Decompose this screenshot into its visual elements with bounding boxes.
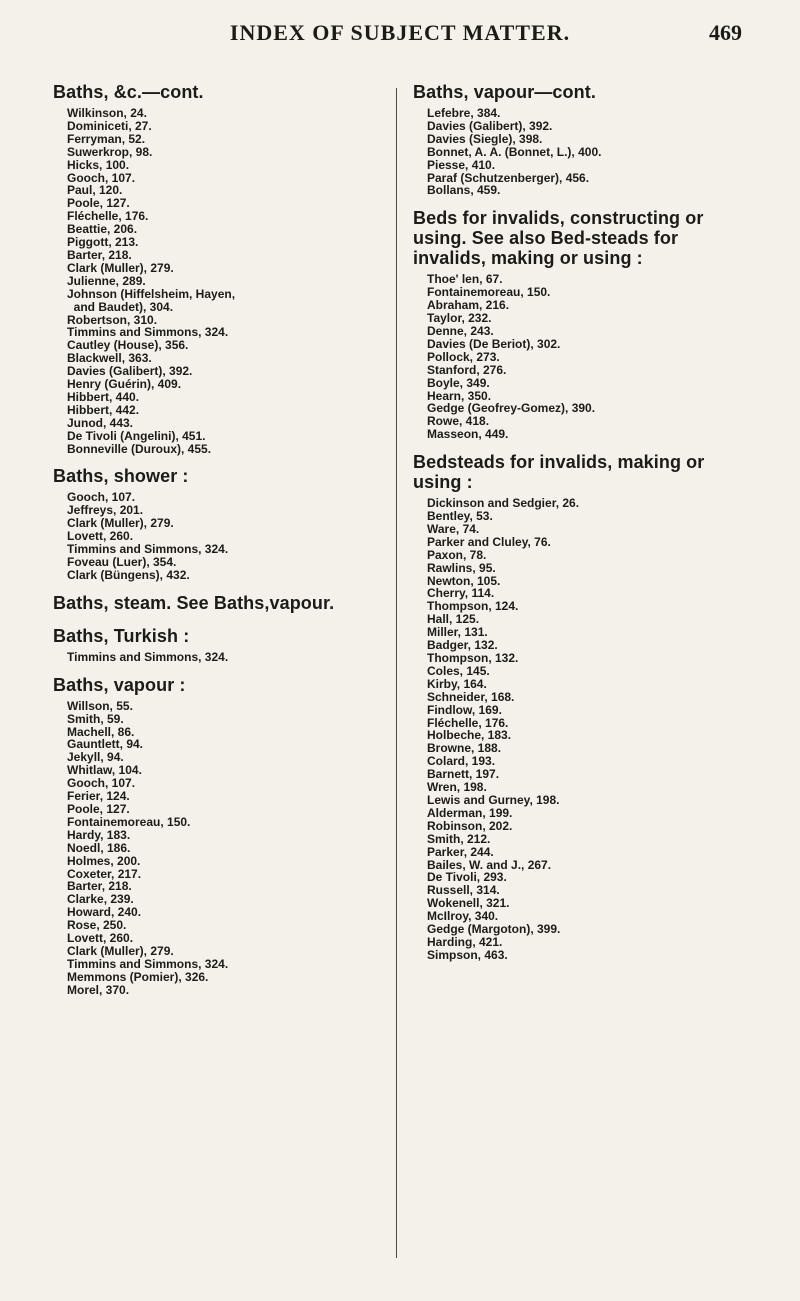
list-item: Clark (Büngens), 432. [67, 567, 190, 582]
entry-list [427, 497, 748, 962]
list-item: Ferier, 124. [67, 789, 130, 804]
list-item: Jeffreys, 201. [67, 503, 144, 518]
list-item: De Tivoli, 293. [427, 870, 507, 885]
list-item: Davies (Siegle), 398. [427, 131, 543, 146]
list-item: Paxon, 78. [427, 547, 487, 562]
list-item: Thompson, 132. [427, 651, 519, 665]
list-item: Davies (De Beriot), 302. [427, 336, 561, 351]
list-item: Thompson, 124. [427, 599, 519, 614]
list-item: Colard, 193. [427, 754, 496, 769]
list-item: Blackwell, 363. [67, 351, 152, 366]
list-item: Gooch, 107. [67, 490, 136, 505]
list-item: Barnett, 197. [427, 767, 500, 782]
list-item: Foveau (Luer), 354. [67, 555, 177, 569]
section-baths-steam [53, 593, 373, 626]
list-item: McIlroy, 340. [427, 909, 499, 924]
list-item: Barter, 218. [67, 247, 132, 262]
list-item: Thoe' len, 67. [427, 272, 503, 287]
list-item: Holbeche, 183. [427, 728, 512, 743]
list-item: Robinson, 202. [427, 818, 513, 833]
list-item: Whitlaw, 104. [67, 763, 142, 778]
spacer [53, 618, 373, 626]
entry-list [427, 273, 748, 441]
list-item: Fléchelle, 176. [67, 209, 149, 224]
section-baths-cont [53, 82, 373, 455]
list-item: Lovett, 260. [67, 529, 134, 544]
entry-list [67, 491, 373, 581]
list-item: Gooch, 107. [67, 776, 136, 791]
list-item: Wren, 198. [427, 780, 487, 795]
list-item: Gedge (Geofrey-Gomez), 390. [427, 401, 596, 416]
list-item: Clark (Muller), 279. [67, 516, 174, 531]
list-item: Parker, 244. [427, 844, 494, 859]
list-item: Fléchelle, 176. [427, 715, 509, 730]
list-item: Ferryman, 52. [67, 131, 146, 146]
list-item: Barter, 218. [67, 879, 132, 894]
entry-list [67, 651, 373, 664]
list-item: Johnson (Hiffelsheim, Hayen, [67, 286, 236, 301]
list-item: Clark (Muller), 279. [67, 943, 174, 958]
list-item: Poole, 127. [67, 196, 130, 211]
list-item: Jekyll, 94. [67, 750, 124, 765]
list-item: Ware, 74. [427, 521, 480, 536]
list-item: Lefebre, 384. [427, 106, 501, 120]
list-item: Bentley, 53. [427, 509, 493, 524]
list-item: Kirby, 164. [427, 676, 487, 691]
list-item: Bonnet, A. A. (Bonnet, L.), 400. [427, 144, 602, 159]
list-item: Dickinson and Sedgier, 26. [427, 496, 580, 511]
list-item: Timmins and Simmons, 324. [67, 956, 229, 971]
list-item: Robertson, 310. [67, 312, 158, 327]
list-item: Alderman, 199. [427, 805, 513, 820]
section-heading: Baths, &c.—cont. [53, 82, 204, 102]
list-item: Timmins and Simmons, 324. [67, 649, 229, 664]
section-heading: Baths, Turkish : [53, 625, 190, 646]
list-item: Henry (Guérin), 409. [67, 377, 182, 392]
list-item: Parker and Cluley, 76. [427, 534, 551, 549]
list-item: Smith, 59. [67, 711, 124, 726]
left-column [53, 82, 373, 1008]
section-heading: Baths, vapour—cont. [413, 82, 596, 102]
list-item: Cautley (House), 356. [67, 338, 189, 353]
list-item: Hibbert, 440. [67, 389, 140, 404]
list-item: Rowe, 418. [427, 414, 490, 429]
list-item: Wokenell, 321. [427, 896, 510, 911]
list-item: Noedl, 186. [67, 840, 131, 855]
list-item: Newton, 105. [427, 573, 501, 588]
list-item: Gauntlett, 94. [67, 737, 144, 752]
list-item: Davies (Galibert), 392. [67, 364, 193, 379]
list-item: Timmins and Simmons, 324. [67, 542, 229, 557]
list-item: Poole, 127. [67, 801, 130, 816]
list-item: Harding, 421. [427, 934, 503, 949]
list-item: Fontainemoreau, 150. [427, 285, 551, 300]
list-item: Rose, 250. [67, 918, 127, 933]
list-item: Russell, 314. [427, 883, 500, 898]
list-item: Hicks, 100. [67, 157, 130, 172]
list-item: Piggott, 213. [67, 235, 139, 250]
list-item: Gedge (Margoton), 399. [427, 922, 561, 937]
list-item: Bonneville (Duroux), 455. [67, 441, 212, 456]
list-item: Fontainemoreau, 150. [67, 814, 191, 829]
list-item: Rawlins, 95. [427, 560, 496, 575]
list-item: Piesse, 410. [427, 157, 496, 172]
list-item: Hall, 125. [427, 612, 480, 627]
list-item: Morel, 370. [67, 982, 130, 997]
list-item: Miller, 131. [427, 625, 488, 640]
section-baths-vapour [53, 675, 373, 997]
list-item: Findlow, 169. [427, 702, 502, 717]
entry-list [67, 107, 373, 455]
list-item: Taylor, 232. [427, 311, 492, 326]
list-item: Willson, 55. [67, 698, 133, 713]
entry-list [427, 107, 748, 197]
list-item: Boyle, 349. [427, 375, 490, 390]
list-item: Masseon, 449. [427, 427, 509, 442]
list-item: Hardy, 183. [67, 827, 131, 842]
list-item: Bailes, W. and J., 267. [427, 857, 552, 872]
list-item: Julienne, 289. [67, 273, 146, 288]
list-item: Davies (Galibert), 392. [427, 118, 553, 133]
section-heading: Baths, vapour : [53, 674, 186, 695]
section-baths-shower [53, 466, 373, 581]
list-item: Timmins and Simmons, 324. [67, 325, 229, 340]
list-item: Clark (Muller), 279. [67, 260, 174, 275]
list-item: Bollans, 459. [427, 183, 501, 198]
list-item: Schneider, 168. [427, 689, 515, 704]
list-item: Simpson, 463. [427, 947, 508, 962]
section-bedsteads-for-invalids [413, 452, 748, 962]
list-item: Coles, 145. [427, 663, 490, 678]
list-item: Holmes, 200. [67, 853, 141, 868]
list-item: Paul, 120. [67, 183, 123, 198]
column-divider [396, 88, 397, 1258]
list-item: De Tivoli (Angelini), 451. [67, 428, 206, 443]
section-heading: Beds for invalids, constructing or using. See also Bed-steads for invalids, making or using : [413, 208, 704, 269]
list-item: Paraf (Schutzenberger), 456. [427, 170, 590, 185]
section-heading: Baths, steam. See Baths,vapour. [53, 592, 335, 613]
list-item: Browne, 188. [427, 741, 502, 756]
list-item: Wilkinson, 24. [67, 106, 147, 120]
section-beds-for-invalids [413, 208, 748, 441]
list-item: Cherry, 114. [427, 586, 495, 601]
list-item: Beattie, 206. [67, 222, 138, 237]
list-item: Memmons (Pomier), 326. [67, 969, 209, 984]
list-item: Junod, 443. [67, 415, 134, 430]
list-item: Denne, 243. [427, 323, 494, 338]
section-heading: Bedsteads for invalids, making or using : [413, 452, 705, 493]
right-column [413, 82, 748, 973]
entry-list [67, 700, 373, 997]
list-item: Pollock, 273. [427, 349, 500, 364]
page-number: 469 [709, 20, 742, 45]
section-heading: Baths, shower : [53, 466, 189, 487]
list-item: Smith, 212. [427, 831, 491, 846]
list-item: Lovett, 260. [67, 931, 134, 946]
section-baths-turkish [53, 626, 373, 664]
list-item: Lewis and Gurney, 198. [427, 792, 560, 807]
running-title: INDEX OF SUBJECT MATTER. [229, 20, 571, 45]
list-item: Suwerkrop, 98. [67, 144, 153, 159]
list-item: Machell, 86. [67, 724, 135, 739]
page-header [0, 18, 800, 58]
list-item: Clarke, 239. [67, 892, 134, 907]
list-item: Badger, 132. [427, 638, 498, 653]
list-item: and Baudet), 304. [67, 299, 174, 314]
list-item: Hearn, 350. [427, 388, 492, 403]
list-item: Stanford, 276. [427, 362, 507, 377]
list-item: Abraham, 216. [427, 298, 510, 313]
list-item: Coxeter, 217. [67, 866, 142, 881]
list-item: Hibbert, 442. [67, 402, 140, 417]
section-baths-vapour-cont [413, 82, 748, 197]
list-item: Gooch, 107. [67, 170, 136, 185]
list-item: Dominiceti, 27. [67, 118, 152, 133]
list-item: Howard, 240. [67, 905, 142, 920]
